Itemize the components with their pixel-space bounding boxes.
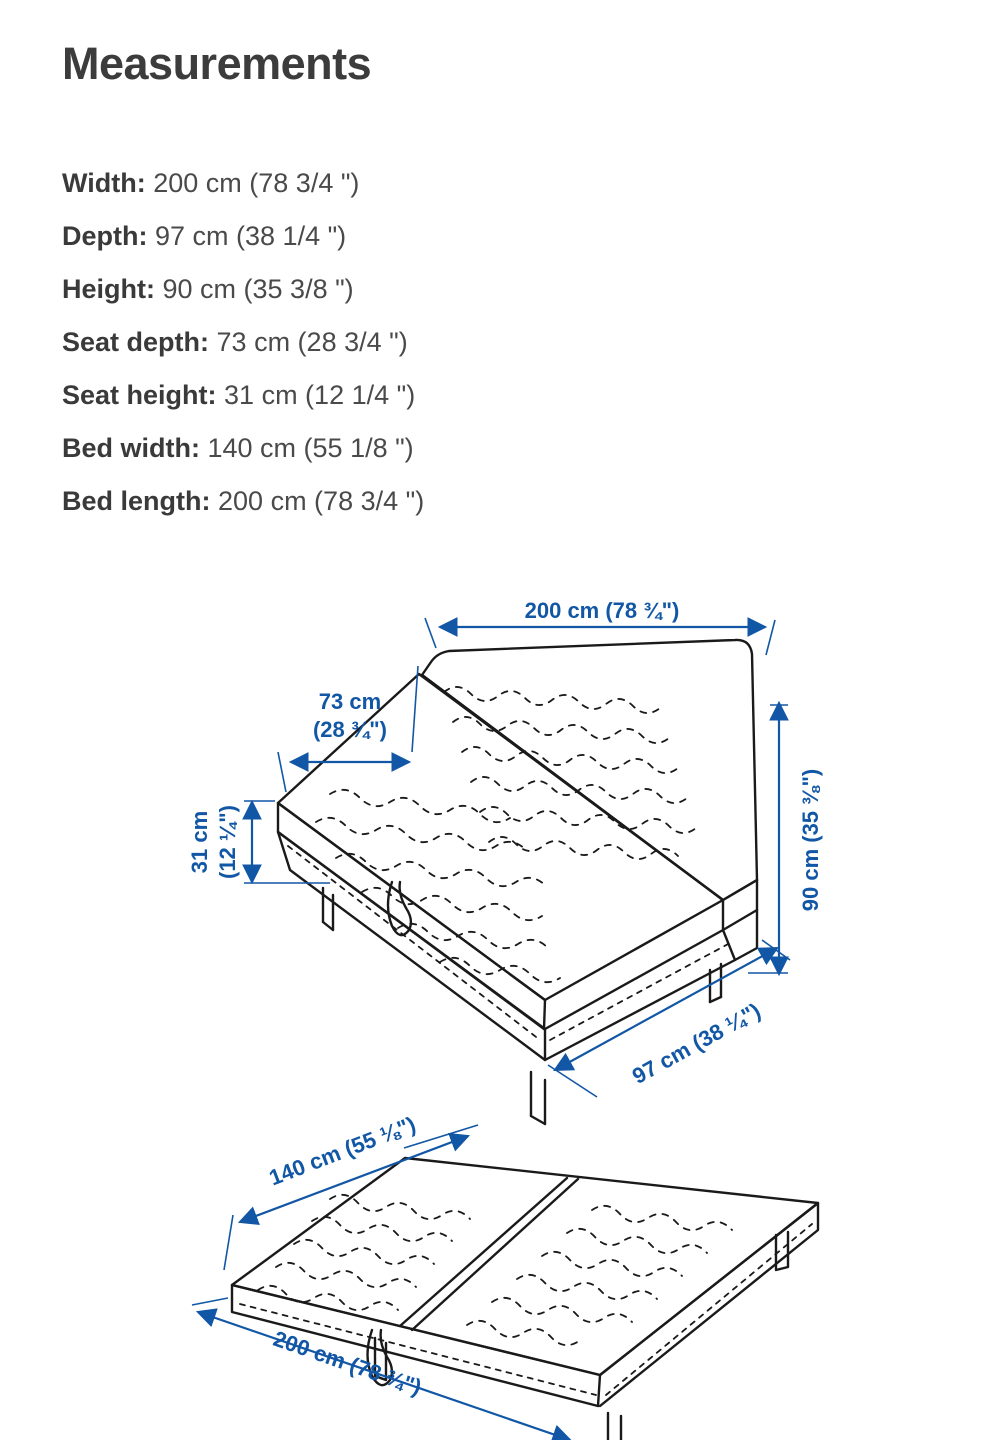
spec-label: Width: [62, 168, 146, 198]
spec-value: 140 cm (55 1/8 ") [207, 433, 414, 463]
label-bed-width: 140 cm (55 ⅛") [265, 1111, 420, 1191]
list-item [62, 210, 822, 263]
bed-dimension-lines [192, 1125, 570, 1440]
label-seat-depth-line2: (28 ¾") [312, 717, 388, 742]
spec-value: 97 cm (38 1/4 ") [155, 221, 347, 251]
spec-value: 200 cm (78 3/4 ") [153, 168, 360, 198]
spec-value: 31 cm (12 1/4 ") [224, 380, 416, 410]
label-seat-height-line1: 31 cm [187, 810, 212, 874]
measurements-list [62, 157, 822, 528]
label-height: 90 cm (35 ⅜") [798, 768, 823, 912]
spec-label: Bed length: [62, 486, 211, 516]
spec-label: Bed width: [62, 433, 200, 463]
list-item [62, 369, 822, 422]
spec-value: 90 cm (35 3/8 ") [162, 274, 354, 304]
measurement-diagrams [0, 570, 1001, 1440]
page-title: Measurements [62, 38, 372, 89]
diagram-svg [0, 570, 1001, 1440]
sofa-bed-flat-illustration [232, 1158, 818, 1440]
spec-label: Seat height: [62, 380, 217, 410]
list-item [62, 422, 822, 475]
spec-label: Depth: [62, 221, 148, 251]
label-width: 200 cm (78 ¾") [524, 598, 680, 623]
spec-value: 200 cm (78 3/4 ") [218, 486, 425, 516]
label-depth: 97 cm (38 ¼") [627, 997, 765, 1089]
label-seat-depth-line1: 73 cm [318, 689, 382, 714]
label-seat-height-line2: (12 ¼") [215, 804, 240, 880]
list-item [62, 263, 822, 316]
list-item [62, 316, 822, 369]
bed-dimension-labels [266, 1112, 425, 1400]
spec-value: 73 cm (28 3/4 ") [216, 327, 408, 357]
spec-label: Seat depth: [62, 327, 210, 357]
list-item [62, 475, 822, 528]
list-item [62, 157, 822, 210]
spec-label: Height: [62, 274, 155, 304]
label-bed-length: 200 cm (78 ¾") [270, 1325, 425, 1400]
